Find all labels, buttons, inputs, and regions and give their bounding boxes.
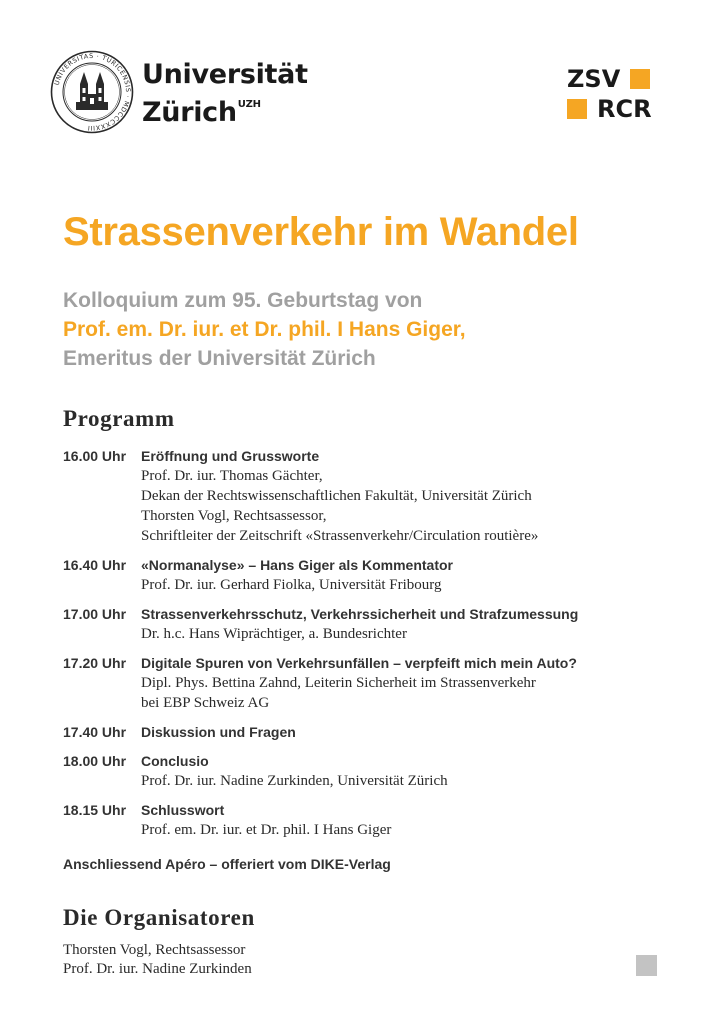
entry-time: 16.40 Uhr <box>63 557 127 573</box>
program-entry <box>63 555 683 595</box>
entry-time: 17.40 Uhr <box>63 724 127 740</box>
orange-square-icon <box>567 99 587 119</box>
entry-time: 16.00 Uhr <box>63 448 127 464</box>
entry-title: Conclusio <box>141 753 209 769</box>
program-list <box>63 446 683 849</box>
program-entry <box>63 722 683 742</box>
university-name-line1: Universität <box>142 59 308 90</box>
organizers-list <box>63 941 252 979</box>
organizer: Prof. Dr. iur. Nadine Zurkinden <box>63 961 252 977</box>
svg-text:UNIVERSITAS · TURICENSIS · MDC: UNIVERSITAS · TURICENSIS · MDCCCXXXIII <box>52 51 133 133</box>
entry-speaker: Dr. h.c. Hans Wiprächtiger, a. Bundesrichter <box>141 626 407 642</box>
subtitle-honoree: Prof. em. Dr. iur. et Dr. phil. I Hans Giger, <box>63 318 466 341</box>
zsv-rcr-logo <box>567 64 652 124</box>
program-entry <box>63 653 683 713</box>
entry-speaker: Prof. Dr. iur. Nadine Zurkinden, Universität Zürich <box>141 773 448 789</box>
entry-speaker: Dipl. Phys. Bettina Zahnd, Leiterin Sicherheit im Strassenverkehr <box>141 675 536 691</box>
program-entry <box>63 751 683 791</box>
apero-note: Anschliessend Apéro – offeriert vom DIKE-Verlag <box>63 856 391 872</box>
entry-title: «Normanalyse» – Hans Giger als Kommentator <box>141 557 454 573</box>
entry-time: 18.00 Uhr <box>63 753 127 769</box>
entry-title: Schlusswort <box>141 802 225 818</box>
entry-title: Digitale Spuren von Verkehrsunfällen – verpfeift mich mein Auto? <box>141 655 577 671</box>
subtitle-line1: Kolloquium zum 95. Geburtstag von <box>63 289 423 312</box>
organizers-heading: Die Organisatoren <box>63 905 255 930</box>
rcr-text: RCR <box>597 95 652 123</box>
university-name-line2: Zürich <box>142 97 237 128</box>
entry-speaker-role: bei EBP Schweiz AG <box>141 695 270 711</box>
entry-time: 18.15 Uhr <box>63 802 127 818</box>
university-seal-logo <box>50 50 134 134</box>
program-heading: Programm <box>63 406 175 431</box>
page-title: Strassenverkehr im Wandel <box>63 210 579 254</box>
subtitle-line3: Emeritus der Universität Zürich <box>63 347 376 370</box>
organizer: Thorsten Vogl, Rechtsassessor <box>63 942 246 958</box>
program-entry <box>63 446 683 546</box>
entry-speaker: Thorsten Vogl, Rechtsassessor, <box>141 508 327 524</box>
entry-title: Diskussion und Fragen <box>141 724 296 740</box>
entry-speaker-role: Dekan der Rechtswissenschaftlichen Fakultät, Universität Zürich <box>141 488 532 504</box>
entry-speaker-role: Schriftleiter der Zeitschrift «Strassenverkehr/Circulation routière» <box>141 528 539 544</box>
uzh-superscript: UZH <box>237 99 261 110</box>
grey-square-icon <box>636 955 657 976</box>
entry-speaker: Prof. Dr. iur. Thomas Gächter, <box>141 468 323 484</box>
zsv-text: ZSV <box>567 65 621 93</box>
entry-title: Eröffnung und Grussworte <box>141 448 320 464</box>
orange-square-icon <box>630 69 650 89</box>
entry-title: Strassenverkehrsschutz, Verkehrssicherheit und Strafzumessung <box>141 606 579 622</box>
entry-speaker: Prof. Dr. iur. Gerhard Fiolka, Universität Fribourg <box>141 577 442 593</box>
subtitle <box>63 286 466 373</box>
entry-speaker: Prof. em. Dr. iur. et Dr. phil. I Hans Giger <box>141 822 392 838</box>
program-entry <box>63 604 683 644</box>
entry-time: 17.00 Uhr <box>63 606 127 622</box>
university-name <box>142 60 308 128</box>
header <box>0 0 720 160</box>
entry-time: 17.20 Uhr <box>63 655 127 671</box>
program-entry <box>63 800 683 840</box>
